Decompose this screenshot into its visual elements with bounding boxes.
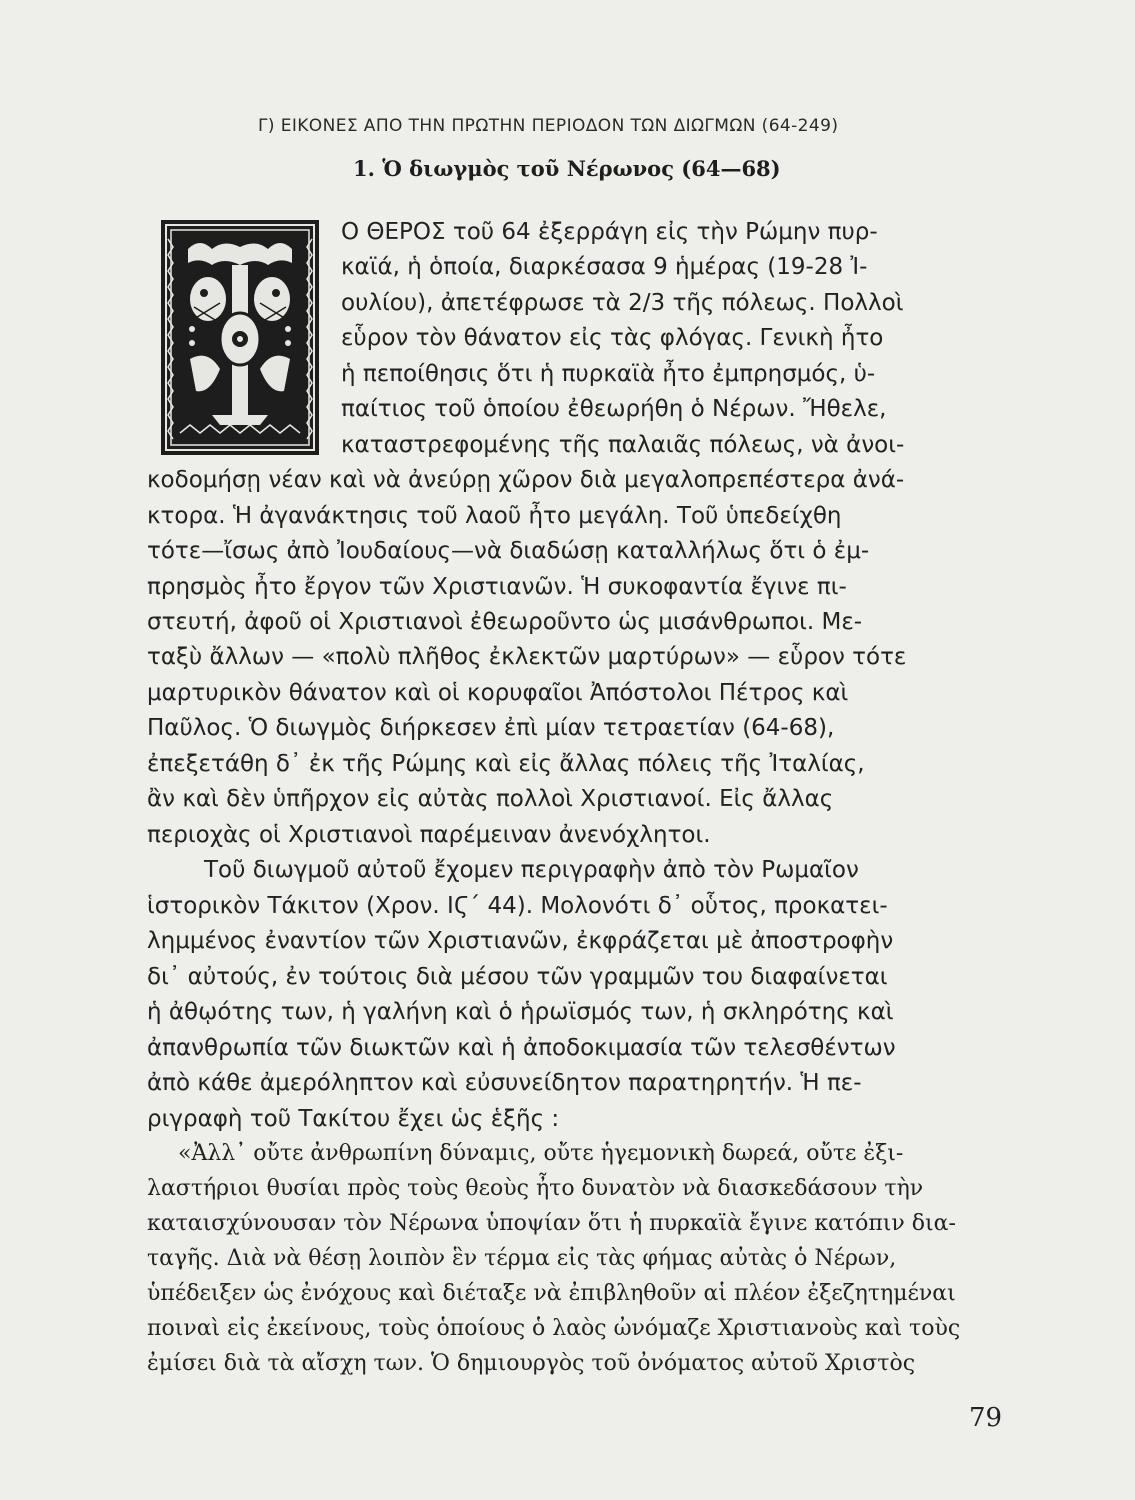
ornamental-initial-icon	[160, 219, 320, 456]
paragraph-2-line: ἀπὸ κάθε ἀμερόληπτον καὶ εὐσυνείδητον παρατηρητήν. Ἡ πε-	[147, 1070, 862, 1096]
paragraph-1-line: παίτιος τοῦ ὁποίου ἐθεωρήθη ὁ Νέρων. Ἤθελε,	[341, 396, 887, 422]
paragraph-1-line: ἡ πεποίθησις ὅτι ἡ πυρκαϊὰ ἦτο ἐμπρησμός, ὑ-	[341, 361, 876, 387]
paragraph-1-line: μαρτυρικὸν θάνατον καὶ οἱ κορυφαῖοι Ἀπόστολοι Πέτρος καὶ	[147, 680, 849, 706]
paragraph-1-line: πρησμὸς ἦτο ἔργον τῶν Χριστιανῶν. Ἡ συκοφαντία ἔγινε πι-	[147, 574, 847, 600]
paragraph-1-line: ἂν καὶ δὲν ὑπῆρχον εἰς αὐτὰς πολλοὶ Χριστιανοί. Εἰς ἄλλας	[147, 786, 834, 812]
paragraph-2-line: ἡ ἀθῳότης των, ἡ γαλήνη καὶ ὁ ἡρωϊσμός των, ἡ σκληρότης καὶ	[147, 999, 894, 1025]
paragraph-1-line: καϊά, ἡ ὁποία, διαρκέσασα 9 ἡμέρας (19-28 Ἰ-	[341, 254, 868, 280]
page-number: 79	[969, 1403, 1003, 1433]
paragraph-1-line: εὗρον τὸν θάνατον εἰς τὰς φλόγας. Γενικὴ ἦτο	[341, 325, 884, 351]
paragraph-2-line: ριγραφὴ τοῦ Τακίτου ἔχει ὡς ἑξῆς :	[147, 1106, 560, 1132]
quote-line: λαστήριοι θυσίαι πρὸς τοὺς θεοὺς ἦτο δυνατὸν νὰ διασκεδάσουν τὴν	[147, 1176, 924, 1201]
section-title: 1. Ὁ διωγμὸς τοῦ Νέρωνος (64—68)	[353, 156, 781, 181]
paragraph-2-line: Τοῦ διωγμοῦ αὐτοῦ ἔχομεν περιγραφὴν ἀπὸ τὸν Ρωμαῖον	[204, 857, 859, 883]
quote-line: ποιναὶ εἰς ἐκείνους, τοὺς ὁποίους ὁ λαὸς ὠνόμαζε Χριστιανοὺς καὶ τοὺς	[147, 1316, 961, 1341]
paragraph-1-line: περιοχὰς οἱ Χριστιανοὶ παρέμειναν ἀνενόχλητοι.	[147, 822, 711, 848]
quote-line: ὑπέδειξεν ὡς ἐνόχους καὶ διέταξε νὰ ἐπιβληθοῦν αἱ πλέον ἐξεζητημέναι	[147, 1281, 956, 1306]
running-head: Γ) ΕΙΚΟΝΕΣ ΑΠΟ ΤΗΝ ΠΡΩΤΗΝ ΠΕΡΙΟΔΟΝ ΤΩΝ ΔΙΩΓΜΩΝ (64-249)	[258, 116, 839, 136]
paragraph-1-line: κοδομήσῃ νέαν καὶ νὰ ἀνεύρῃ χῶρον διὰ μεγαλοπρεπέστερα ἀνά-	[147, 467, 905, 493]
paragraph-1-line: στευτή, ἀφοῦ οἱ Χριστιανοὶ ἐθεωροῦντο ὡς μισάνθρωποι. Με-	[147, 609, 863, 635]
paragraph-2-line: λημμένος ἐναντίον τῶν Χριστιανῶν, ἐκφράζεται μὲ ἀποστροφὴν	[147, 928, 894, 954]
paragraph-1-line: τότε—ἴσως ἀπὸ Ἰουδαίους—νὰ διαδώσῃ καταλλήλως ὅτι ὁ ἐμ-	[147, 538, 870, 564]
paragraph-1-line: Ο ΘΕΡΟΣ τοῦ 64 ἐξερράγη εἰς τὴν Ρώμην πυρ-	[341, 219, 878, 245]
paragraph-1-line: ταξὺ ἄλλων — «πολὺ πλῆθος ἐκλεκτῶν μαρτύρων» — εὗρον τότε	[147, 644, 907, 670]
quote-line: ταγῆς. Διὰ νὰ θέσῃ λοιπὸν ἓν τέρμα εἰς τὰς φήμας αὐτὰς ὁ Νέρων,	[147, 1246, 897, 1271]
paragraph-2-line: ἱστορικὸν Τάκιτον (Χρον. ΙϚ΄ 44). Μολονότι δ᾽ οὗτος, προκατει-	[147, 893, 888, 919]
paragraph-1-line: κτορα. Ἡ ἀγανάκτησις τοῦ λαοῦ ἦτο μεγάλη. Τοῦ ὑπεδείχθη	[147, 503, 842, 529]
quote-line: καταισχύνουσαν τὸν Νέρωνα ὑποψίαν ὅτι ἡ πυρκαϊὰ ἔγινε κατόπιν δια-	[147, 1211, 956, 1236]
paragraph-1-line: ἐπεξετάθη δ᾽ ἐκ τῆς Ρώμης καὶ εἰς ἄλλας πόλεις τῆς Ἰταλίας,	[147, 751, 865, 777]
paragraph-2-line: δι᾽ αὐτούς, ἐν τούτοις διὰ μέσου τῶν γραμμῶν του διαφαίνεται	[147, 964, 888, 990]
quote-line: ἐμίσει διὰ τὰ αἴσχη των. Ὁ δημιουργὸς τοῦ ὀνόματος αὐτοῦ Χριστὸς	[147, 1351, 916, 1376]
quote-line: «Ἀλλ᾽ οὔτε ἀνθρωπίνη δύναμις, οὔτε ἡγεμονικὴ δωρεά, οὔτε ἐξι-	[178, 1141, 904, 1166]
paragraph-1-line: Παῦλος. Ὁ διωγμὸς διήρκεσεν ἐπὶ μίαν τετραετίαν (64-68),	[147, 715, 835, 741]
paragraph-1-line: ουλίου), ἀπετέφρωσε τὰ 2/3 τῆς πόλεως. Πολλοὶ	[341, 290, 904, 316]
paragraph-1-line: καταστρεφομένης τῆς παλαιᾶς πόλεως, νὰ ἀνοι-	[341, 432, 905, 458]
paragraph-2-line: ἀπανθρωπία τῶν διωκτῶν καὶ ἡ ἀποδοκιμασία τῶν τελεσθέντων	[147, 1035, 896, 1061]
